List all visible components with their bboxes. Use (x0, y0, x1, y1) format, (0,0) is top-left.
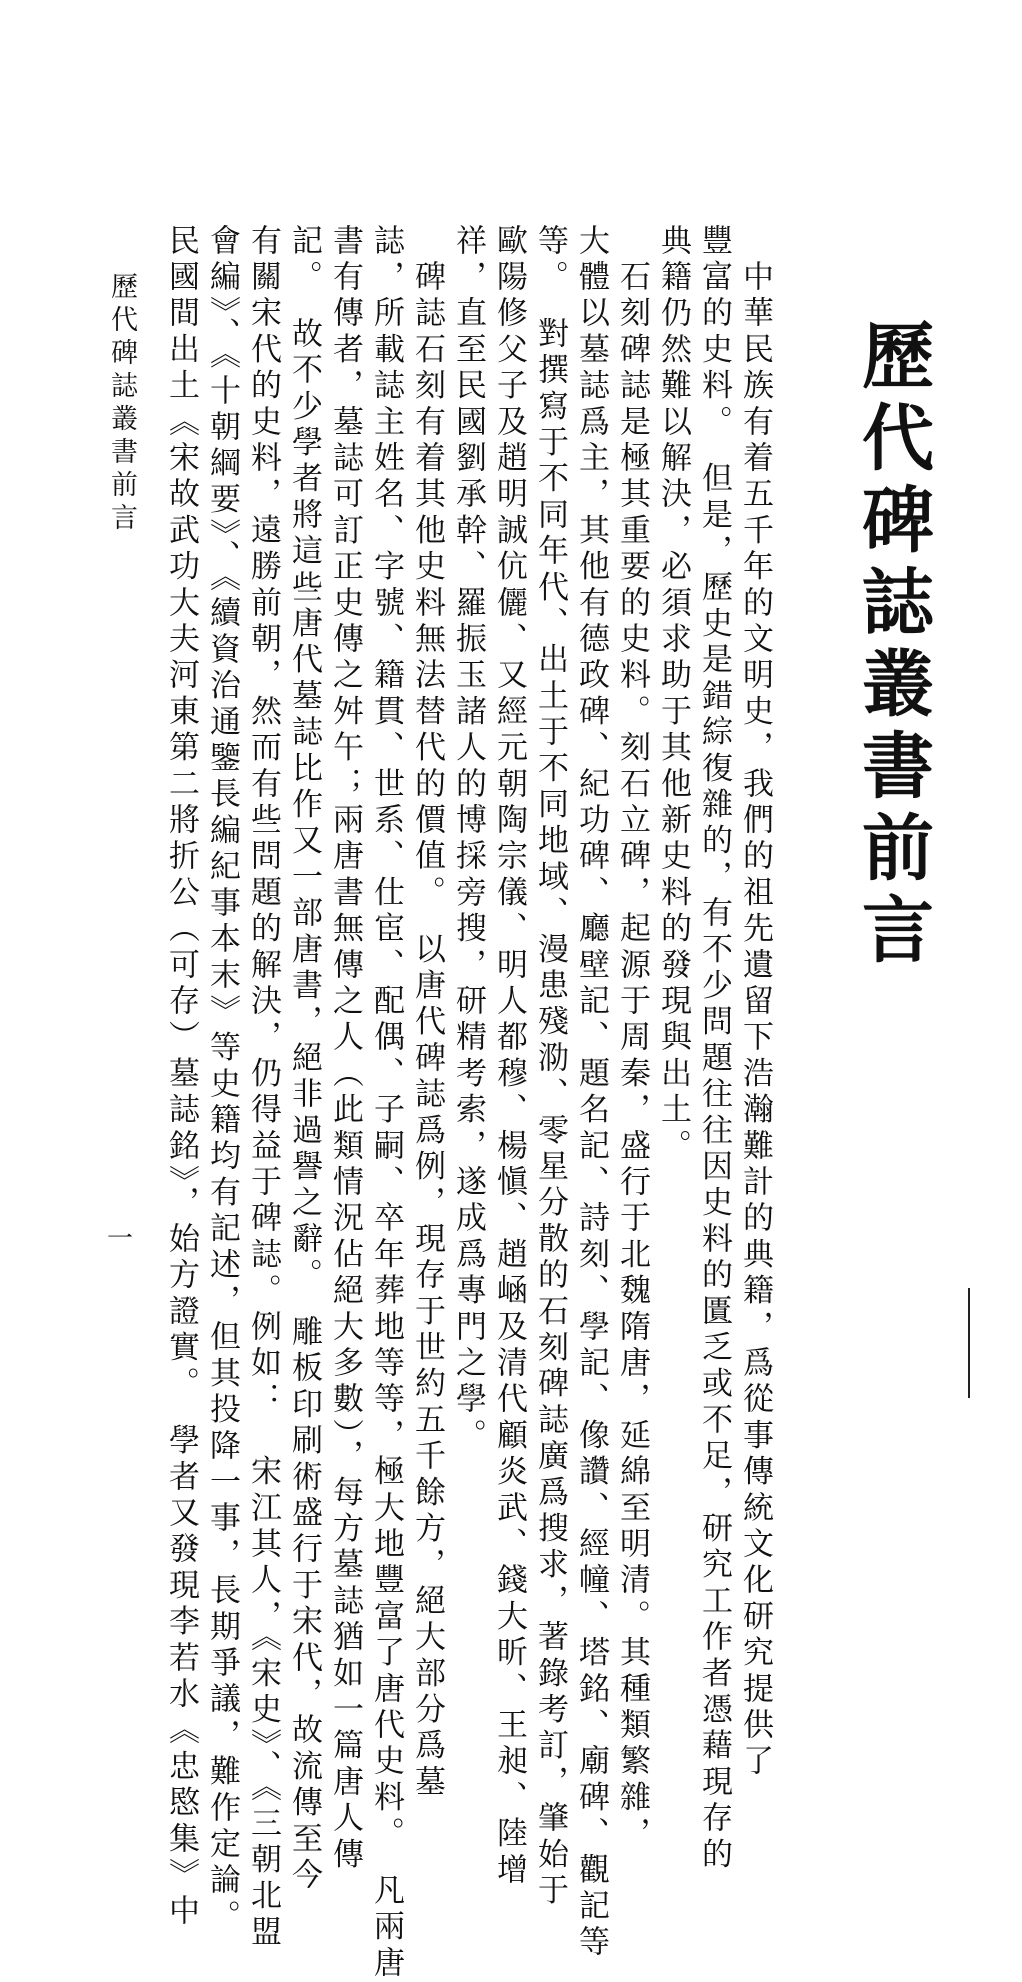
text-column: 書有傳者，墓誌可訂正史傳之舛午；兩唐書無傳之人（此類情況佔絕大多數），每方墓誌猶如一篇唐人傳 (327, 224, 363, 1874)
text-column: 民國間出土《宋故武功大夫河東第二將折公（可存）墓誌銘》，始方證實。 學者又發現李若水《忠愍集》中 (163, 224, 199, 1931)
text-column: 祥，直至民國劉承幹、羅振玉諸人的博採旁搜，研精考索，遂成爲專門之學。 (450, 224, 486, 1455)
running-head: 歷代碑誌叢書前言 (106, 272, 137, 536)
text-column: 歐陽修父子及趙明誠伉儷、又經元朝陶宗儀、明人都穆、楊愼、趙崡及清代顧炎武、錢大昕、王昶、陸增 (491, 224, 527, 1890)
page-edge-line (968, 1288, 970, 1398)
text-column: 豐富的史料。 但是，歷史是錯綜復雜的，有不少問題往往因史料的匱乏或不足，研究工作者憑藉現存的 (696, 224, 732, 1874)
text-column: 誌，所載誌主姓名、字號、籍貫、世系、仕宦、配偶、子嗣、卒年葬地等等，極大地豐富了唐代史料。 凡兩唐 (368, 224, 404, 1982)
text-column: 中華民族有着五千年的文明史，我們的祖先遺留下浩瀚難計的典籍，爲從事傳統文化研究提供了 (737, 224, 773, 1781)
text-column: 會編》、《十朝綱要》、《續資治通鑒長編紀事本末》等史籍均有記述，但其投降一事，長期爭議，難作定論。 (204, 224, 240, 1936)
text-column: 有關宋代的史料，遠勝前朝，然而有些問題的解決，仍得益于碑誌。例如： 宋江其人，《宋史》、《三朝北盟 (245, 224, 281, 1952)
page-title: 歷代碑誌叢書前言 (850, 318, 935, 974)
text-column: 石刻碑誌是極其重要的史料。刻石立碑，起源于周秦，盛行于北魏隋唐，延綿至明清。其種類繁雜， (614, 224, 650, 1853)
text-column: 等。 對撰寫于不同年代、出土于不同地域、漫患殘泐、零星分散的石刻碑誌廣爲搜求，著錄考訂，肇始于 (532, 224, 568, 1910)
text-column: 碑誌石刻有着其他史料無法替代的價值。 以唐代碑誌爲例，現存于世約五千餘方，絕大部分爲墓 (409, 224, 445, 1802)
text-column: 大體以墓誌爲主，其他有德政碑、紀功碑、廳壁記、題名記、詩刻、學記、像讚、經幢、塔銘、廟碑、觀記等 (573, 224, 609, 1962)
text-column: 記。 故不少學者將這些唐代墓誌比作又一部唐書，絕非過譽之辭。 雕板印刷術盛行于宋代，故流傳至今 (286, 224, 322, 1895)
page-number: 一 (106, 1224, 133, 1254)
text-column: 典籍仍然難以解決，必須求助于其他新史料的發現與出土。 (655, 224, 691, 1166)
